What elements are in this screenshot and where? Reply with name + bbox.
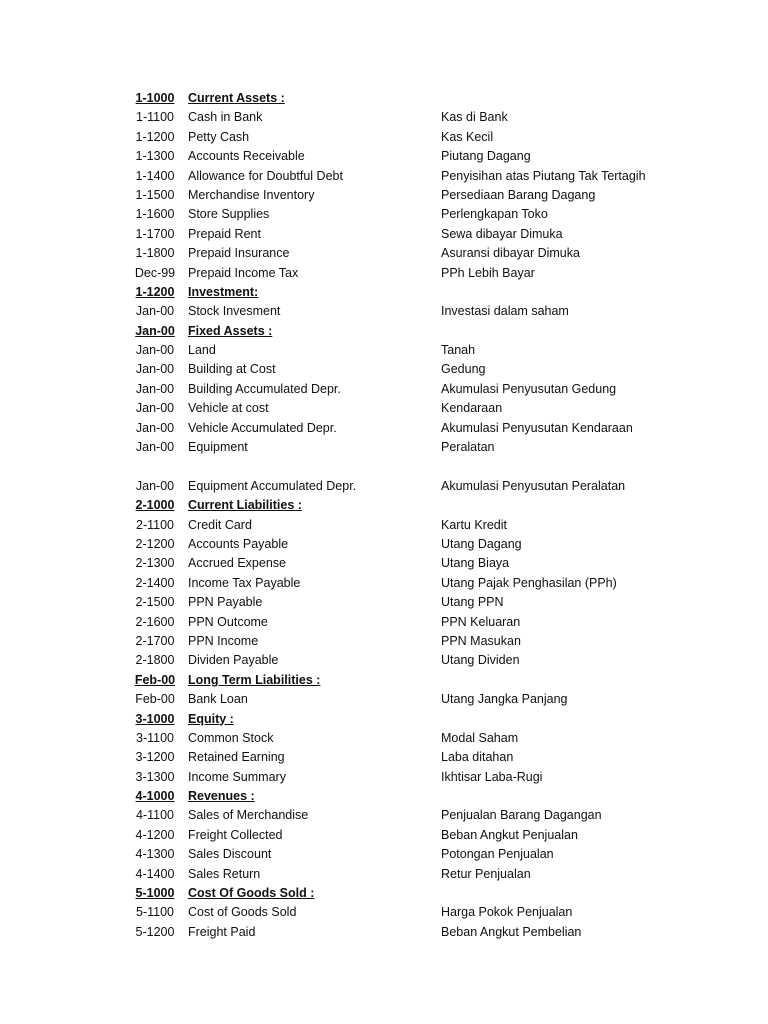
account-row: [0, 593, 768, 612]
account-name: Retained Earning: [188, 750, 285, 765]
account-translation: Peralatan: [441, 440, 495, 455]
account-name: Sales Discount: [188, 847, 272, 862]
account-code: 1-1200: [135, 129, 175, 144]
account-name: Equipment: [188, 440, 248, 455]
account-code: Jan-00: [135, 323, 175, 338]
account-translation: Perlengkapan Toko: [441, 207, 548, 222]
account-code: Jan-00: [135, 440, 175, 455]
account-row: [0, 826, 768, 845]
account-name: Building at Cost: [188, 362, 276, 377]
account-name: Common Stock: [188, 730, 274, 745]
account-translation: Utang Dagang: [441, 537, 522, 551]
account-code: 2-1600: [135, 614, 175, 629]
account-translation: Penyisihan atas Piutang Tak Tertagih: [441, 168, 646, 183]
account-code: 5-1100: [136, 905, 174, 920]
account-translation: Utang Pajak Penghasilan (PPh): [441, 575, 617, 590]
account-code: 2-1400: [135, 575, 175, 590]
account-code: 4-1000: [135, 789, 175, 804]
account-group-name: Current Assets :: [188, 91, 285, 105]
account-name: Income Tax Payable: [188, 575, 301, 590]
account-row: [0, 147, 768, 166]
account-code: 1-1200: [135, 284, 175, 299]
account-translation: Modal Saham: [441, 730, 519, 745]
account-code: 4-1200: [135, 827, 175, 842]
account-name: Prepaid Insurance: [188, 246, 290, 261]
account-row: [0, 128, 768, 147]
account-code: 4-1400: [135, 866, 175, 881]
account-code: 1-1700: [135, 226, 175, 241]
account-code: 2-1300: [135, 556, 175, 571]
account-name: Accounts Payable: [188, 537, 289, 551]
account-code: 5-1200: [135, 924, 175, 939]
account-row: [0, 613, 768, 632]
account-translation: Retur Penjualan: [441, 866, 531, 881]
account-translation: Utang Biaya: [441, 556, 510, 571]
account-row: [0, 903, 768, 922]
account-row: [0, 225, 768, 244]
account-group-header: [0, 710, 768, 729]
account-row: [0, 768, 768, 787]
account-row: [0, 457, 768, 496]
account-row: [0, 302, 768, 321]
account-code: Dec-99: [134, 265, 176, 280]
account-group-header: [0, 787, 768, 806]
account-translation: Asuransi dibayar Dimuka: [441, 246, 580, 261]
account-row: [0, 360, 768, 379]
account-row: [0, 419, 768, 438]
account-name: Income Summary: [188, 769, 286, 784]
account-name: Sales of Merchandise: [188, 808, 309, 823]
account-translation: Beban Angkut Pembelian: [441, 924, 582, 939]
account-code: Jan-00: [135, 420, 175, 435]
account-name: Cash in Bank: [188, 110, 263, 125]
account-group-header: [0, 496, 768, 515]
account-name: Dividen Payable: [188, 653, 279, 668]
account-row: [0, 574, 768, 593]
account-translation: Kas Kecil: [441, 129, 494, 144]
account-code: 3-1100: [136, 730, 174, 745]
account-translation: PPN Masukan: [441, 633, 521, 648]
account-name: Allowance for Doubtful Debt: [188, 168, 343, 183]
account-translation: Akumulasi Penyusutan Kendaraan: [441, 420, 633, 435]
account-code: Jan-00: [135, 401, 175, 416]
account-code: Feb-00: [134, 672, 176, 687]
account-code: Jan-00: [135, 343, 175, 358]
account-translation: Laba ditahan: [441, 750, 514, 765]
account-translation: Utang PPN: [441, 595, 504, 610]
account-name: Sales Return: [188, 866, 261, 881]
account-name: Equipment Accumulated Depr.: [188, 478, 357, 493]
account-row: [0, 438, 768, 457]
account-name: Petty Cash: [188, 129, 250, 144]
account-row: [0, 380, 768, 399]
account-group-name: Fixed Assets :: [188, 323, 273, 338]
account-code: Feb-00: [135, 692, 175, 707]
account-code: 1-1800: [135, 246, 175, 261]
account-translation: Utang Jangka Panjang: [441, 692, 568, 707]
account-row: [0, 205, 768, 224]
account-translation: Persediaan Barang Dagang: [441, 187, 596, 202]
account-translation: Akumulasi Penyusutan Peralatan: [441, 478, 626, 493]
account-translation: Kas di Bank: [441, 110, 508, 125]
account-code: 1-1100: [136, 110, 174, 125]
account-translation: PPh Lebih Bayar: [441, 265, 535, 280]
account-code: 2-1200: [135, 537, 175, 551]
account-name: Credit Card: [188, 517, 252, 532]
account-group-header: [0, 322, 768, 341]
account-list: [0, 89, 768, 942]
account-code: 5-1000: [135, 886, 175, 901]
account-translation: Penjualan Barang Dagangan: [441, 808, 602, 823]
account-name: Stock Invesment: [188, 304, 281, 319]
account-code: 3-1300: [135, 769, 175, 784]
account-row: [0, 167, 768, 186]
account-translation: PPN Keluaran: [441, 614, 521, 629]
account-row: [0, 690, 768, 709]
account-translation: Piutang Dagang: [441, 149, 531, 164]
account-name: PPN Outcome: [188, 614, 268, 629]
account-code: 2-1700: [135, 633, 175, 648]
account-group-name: Cost Of Goods Sold :: [188, 886, 315, 901]
account-group-header: [0, 283, 768, 302]
account-translation: Utang Dividen: [441, 653, 520, 668]
account-name: Accrued Expense: [188, 556, 286, 571]
account-code: 1-1300: [135, 149, 175, 164]
account-row: [0, 108, 768, 127]
account-name: Merchandise Inventory: [188, 187, 315, 202]
account-group-name: Investment:: [188, 284, 259, 299]
account-row: [0, 806, 768, 825]
account-translation: Akumulasi Penyusutan Gedung: [441, 381, 617, 396]
account-code: Jan-00: [135, 362, 175, 377]
account-row: [0, 186, 768, 205]
account-translation: Investasi dalam saham: [441, 304, 569, 319]
account-code: 2-1000: [135, 498, 175, 513]
account-row: [0, 554, 768, 573]
account-code: 1-1500: [135, 187, 175, 202]
account-row: [0, 341, 768, 360]
account-group-name: Long Term Liabilities :: [188, 672, 321, 687]
account-name: Building Accumulated Depr.: [188, 381, 341, 396]
account-row: [0, 516, 768, 535]
account-name: Store Supplies: [188, 207, 270, 222]
account-row: [0, 264, 768, 283]
account-name: Vehicle Accumulated Depr.: [188, 420, 337, 435]
account-name: Prepaid Rent: [188, 226, 261, 241]
account-translation: Gedung: [441, 362, 486, 377]
account-translation: Kartu Kredit: [441, 517, 508, 532]
account-translation: Potongan Penjualan: [441, 847, 554, 862]
account-name: Prepaid Income Tax: [188, 265, 299, 280]
account-row: [0, 923, 768, 942]
account-row: [0, 845, 768, 864]
account-code: 2-1500: [135, 595, 175, 610]
account-code: 1-1000: [135, 91, 175, 105]
account-code: 2-1800: [135, 653, 175, 668]
account-name: Accounts Receivable: [188, 149, 305, 164]
account-code: 1-1400: [135, 168, 175, 183]
account-name: PPN Payable: [188, 595, 263, 610]
account-group-header: [0, 884, 768, 903]
account-row: [0, 651, 768, 670]
account-translation: Harga Pokok Penjualan: [441, 905, 573, 920]
account-code: Jan-00: [135, 478, 175, 493]
account-code: 4-1100: [136, 808, 174, 823]
account-translation: Beban Angkut Penjualan: [441, 827, 578, 842]
account-group-name: Equity :: [188, 711, 234, 726]
account-group-name: Current Liabilities :: [188, 498, 302, 513]
account-translation: Sewa dibayar Dimuka: [441, 226, 563, 241]
account-code: 3-1200: [135, 750, 175, 765]
account-name: Land: [188, 343, 216, 358]
account-name: Vehicle at cost: [188, 401, 269, 416]
account-group-name: Revenues :: [188, 789, 255, 804]
account-name: Freight Paid: [188, 924, 256, 939]
account-code: Jan-00: [135, 304, 175, 319]
account-code: 2-1100: [136, 517, 174, 532]
account-row: [0, 535, 768, 554]
account-code: 3-1000: [135, 711, 175, 726]
account-code: 4-1300: [135, 847, 175, 862]
account-code: 1-1600: [135, 207, 175, 222]
account-code: Jan-00: [135, 381, 175, 396]
account-row: [0, 632, 768, 651]
account-name: Cost of Goods Sold: [188, 905, 297, 920]
account-translation: Kendaraan: [441, 401, 503, 416]
account-row: [0, 748, 768, 767]
account-row: [0, 399, 768, 418]
account-name: Bank Loan: [188, 692, 248, 707]
account-translation: Tanah: [441, 343, 476, 358]
account-group-header: [0, 89, 768, 108]
account-group-header: [0, 671, 768, 690]
account-name: Freight Collected: [188, 827, 283, 842]
account-row: [0, 244, 768, 263]
account-name: PPN Income: [188, 633, 259, 648]
account-row: [0, 865, 768, 884]
account-translation: Ikhtisar Laba-Rugi: [441, 769, 543, 784]
account-row: [0, 729, 768, 748]
